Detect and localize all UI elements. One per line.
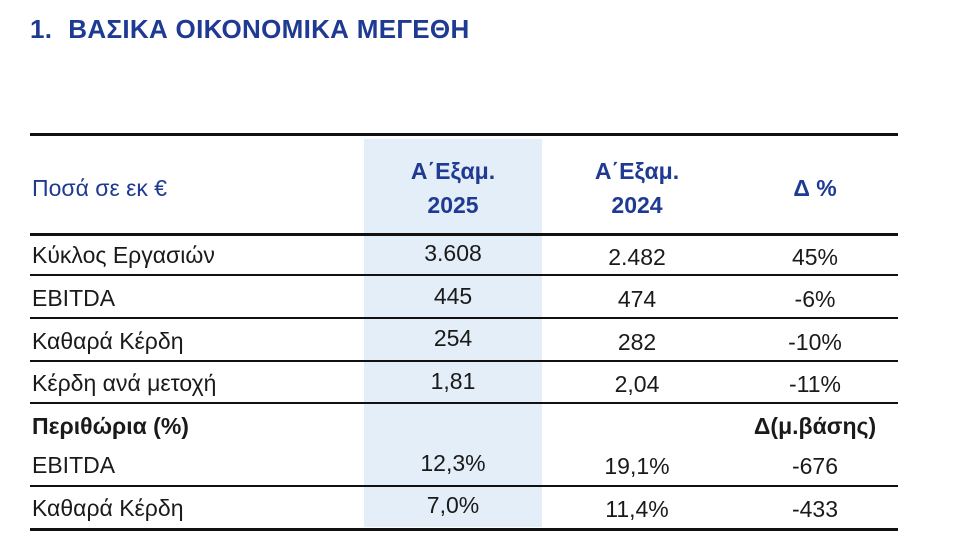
- page-title: [30, 14, 470, 45]
- section-title: ΒΑΣΙΚΑ ΟΙΚΟΝΟΜΙΚΑ ΜΕΓΕΘΗ: [68, 14, 470, 44]
- margins-delta-label: Δ(μ.βάσης): [753, 413, 877, 439]
- value-2025: 445: [433, 283, 473, 309]
- value-2024: 2,04: [614, 371, 660, 397]
- value-2025: 12,3%: [420, 450, 486, 476]
- row-rule: [30, 402, 898, 404]
- section-number: 1.: [30, 14, 53, 44]
- row-rule: [30, 274, 898, 276]
- header-col-delta: Δ %: [793, 175, 837, 201]
- value-2025: 1,81: [430, 368, 476, 394]
- header-label: Ποσά σε εκ €: [32, 175, 168, 201]
- header-col-2024-line2: 2024: [611, 192, 663, 218]
- value-2025: 3.608: [424, 240, 482, 266]
- value-delta: -433: [791, 496, 839, 522]
- value-delta: -676: [791, 453, 839, 479]
- value-delta: -10%: [788, 329, 842, 355]
- row-rule: [30, 485, 898, 487]
- value-2024: 282: [617, 329, 657, 355]
- value-2024: 2.482: [608, 244, 666, 270]
- value-2024: 474: [617, 286, 657, 312]
- row-rule: [30, 360, 898, 362]
- header-col-2024-line1: Α΄Εξαμ.: [594, 158, 680, 184]
- value-2025: 254: [433, 325, 473, 351]
- header-col-2025-line1: Α΄Εξαμ.: [410, 158, 496, 184]
- row-label: Κέρδη ανά μετοχή: [32, 370, 217, 396]
- financial-table: [30, 133, 898, 531]
- table-top-rule: [30, 133, 898, 136]
- margins-label: Περιθώρια (%): [32, 413, 189, 439]
- value-delta: -6%: [794, 286, 836, 312]
- row-rule: [30, 317, 898, 319]
- header-rule: [30, 233, 898, 236]
- row-label: EBITDA: [32, 452, 116, 478]
- value-delta: -11%: [789, 371, 841, 397]
- value-2024: 19,1%: [604, 453, 670, 479]
- row-label: Καθαρά Κέρδη: [32, 495, 184, 521]
- value-delta: 45%: [791, 244, 839, 270]
- header-col-2025-line2: 2025: [427, 192, 479, 218]
- value-2025: 7,0%: [426, 492, 480, 518]
- row-label: EBITDA: [32, 285, 116, 311]
- row-label: Καθαρά Κέρδη: [32, 328, 184, 354]
- row-label: Κύκλος Εργασιών: [32, 242, 215, 268]
- table-bottom-rule: [30, 528, 898, 531]
- value-2024: 11,4%: [605, 496, 669, 522]
